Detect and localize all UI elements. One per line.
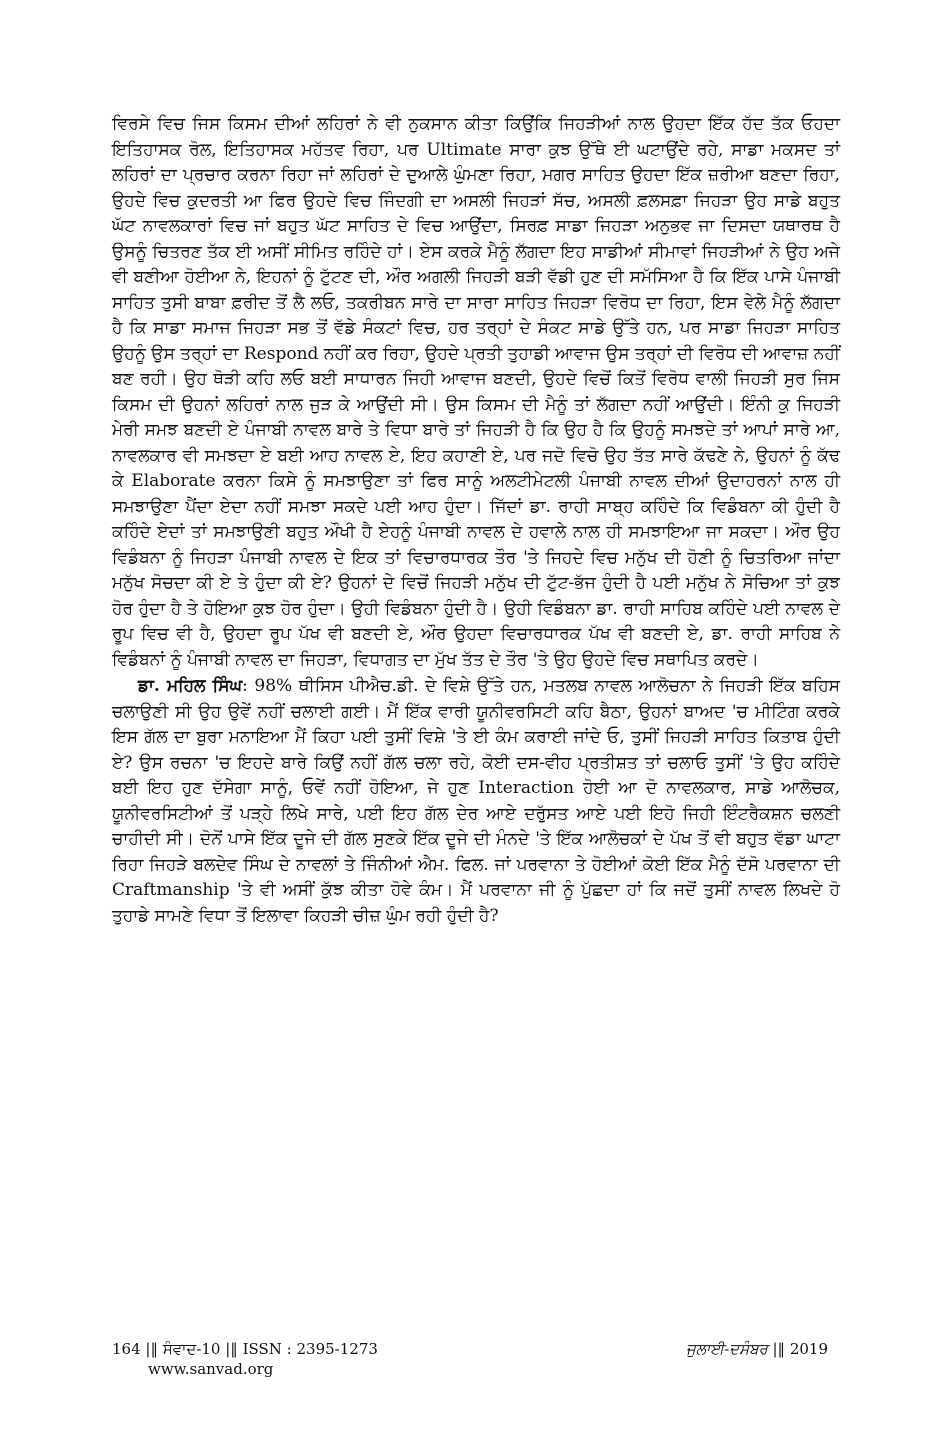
footer-period: ਜੁਲਾਈ-ਦਸੰਬਰ: [685, 1340, 768, 1358]
footer-year: |‖ 2019: [767, 1340, 828, 1358]
paragraph-2-text: : 98% ਥੀਸਿਸ ਪੀਐਚ.ਡੀ. ਦੇ ਵਿਸ਼ੇ ਉੱਤੇ ਹਨ, ਮਤਲਬ ਨਾਵਲ ਆਲੋਚਨਾ ਨੇ ਜਿਹੜੀ ਇੱਕ ਬਹਿਸ ਚਲਾਉਣੀ ਸੀ ਉਹ ਉਵੇਂ ਨਹੀਂ ਚਲਾਈ ਗਈ। ਮੈਂ ਇੱਕ ਵਾਰੀ ਯੂਨੀਵਰਸਿਟੀ ਕਹਿ ਬੈਠਾ, ਉਹਨਾਂ ਬਾਅਦ 'ਚ ਮੀਟਿੰਗ ਕਰਕੇ ਇਸ ਗੱਲ ਦਾ ਬੁਰਾ ਮਨਾਇਆ ਮੈਂ ਕਿਹਾ ਪਈ ਤੁਸੀਂ ਵਿਸ਼ੇ 'ਤੇ ਈ ਕੰਮ ਕਰਾਈ ਜਾਂਦੇ ਓ, ਤੁਸੀਂ ਜਿਹੜੀ ਸਾਹਿਤ ਕਿਤਾਬ ਹੁੰਦੀ ਏ? ਉਸ ਰਚਨਾ 'ਚ ਇਹਦੇ ਬਾਰੇ ਕਿਉਂ ਨਹੀਂ ਗੱਲ ਚਲਾ ਰਹੇ, ਕੋਈ ਦਸ-ਵੀਹ ਪ੍ਰਤੀਸ਼ਤ ਤਾਂ ਚਲਾਓ ਤੁਸੀਂ 'ਤੇ ਉਹ ਕਹਿੰਦੇ ਬਈ ਇਹ ਹੁਣ ਦੱਸੇਗਾ ਸਾਨੂੰ, ਓਵੇਂ ਨਹੀਂ ਹੋਇਆ, ਜੇ ਹੁਣ Interaction ਹੋਈ ਆ ਦੋ ਨਾਵਲਕਾਰ, ਸਾਡੇ ਆਲੋਚਕ, ਯੂਨੀਵਰਸਿਟੀਆਂ ਤੋਂ ਪੜ੍ਹੇ ਲਿਖੇ ਸਾਰੇ, ਪਈ ਇਹ ਗੱਲ ਦੇਰ ਆਏ ਦਰੁੱਸਤ ਆਏ ਪਈ ਇਹੋ ਜਿਹੀ ਇੰਟਰੈਕਸ਼ਨ ਚਲਣੀ ਚਾਹੀਦੀ ਸੀ। ਦੋਨੋਂ ਪਾਸੇ ਇੱਕ ਦੂਜੇ ਦੀ ਗੱਲ ਸੁਣਕੇ ਇੱਕ ਦੂਜੇ ਦੀ ਮੰਨਦੇ 'ਤੇ ਇੱਕ ਆਲੋਚਕਾਂ ਦੇ ਪੱਖ ਤੋਂ ਵੀ ਬਹੁਤ ਵੱਡਾ ਘਾਟਾ ਰਿਹਾ ਜਿਹੜੇ ਬਲਦੇਵ ਸਿੰਘ ਦੇ ਨਾਵਲਾਂ ਤੇ ਜਿੰਨੀਆਂ ਐਮ. ਫਿਲ. ਜਾਂ ਪਰਵਾਨਾ ਤੇ ਹੋਈਆਂ ਕੋਈ ਇੱਕ ਮੈਨੂੰ ਦੱਸੋ ਪਰਵਾਨਾ ਦੀ Craftmanship 'ਤੇ ਵੀ ਅਸੀਂ ਕੁੱਝ ਕੀਤਾ ਹੋਵੇ ਕੰਮ। ਮੈਂ ਪਰਵਾਨਾ ਜੀ ਨੂੰ ਪੁੱਛਦਾ ਹਾਂ ਕਿ ਜਦੋਂ ਤੁਸੀਂ ਨਾਵਲ ਲਿਖਦੇ ਹੋ ਤੁਹਾਡੇ ਸਾਮਣੇ ਵਿਧਾ ਤੋਂ ਇਲਾਵਾ ਕਿਹੜੀ ਚੀਜ਼ ਘੁੰਮ ਰਹੀ ਹੁੰਦੀ ਹੈ?: [112, 676, 841, 926]
footer-left: 164 |‖ ਸੰਵਾਦ-10 |‖ ISSN : 2395-1273: [112, 1340, 378, 1358]
paragraph-1: ਵਿਰਸੇ ਵਿਚ ਜਿਸ ਕਿਸਮ ਦੀਆਂ ਲਹਿਰਾਂ ਨੇ ਵੀ ਨੁਕਸਾਨ ਕੀਤਾ ਕਿਉਂਕਿ ਜਿਹੜੀਆਂ ਨਾਲ ਉਹਦਾ ਇੱਕ ਹੱਦ ਤੱਕ ਓਹਦਾ ਇਤਿਹਾਸਕ ਰੋਲ, ਇਤਿਹਾਸਕ ਮਹੱਤਵ ਰਿਹਾ, ਪਰ Ultimate ਸਾਰਾ ਕੁਝ ਉੱਥੇ ਈ ਘਟਾਉਂਦੇ ਰਹੇ, ਸਾਡਾ ਮਕਸਦ ਤਾਂ ਲਹਿਰਾਂ ਦਾ ਪ੍ਰਚਾਰ ਕਰਨਾ ਰਿਹਾ ਜਾਂ ਲਹਿਰਾਂ ਦੇ ਦੁਆਲੇ ਘੁੰਮਣਾ ਰਿਹਾ, ਮਗਰ ਸਾਹਿਤ ਉਹਦਾ ਇੱਕ ਜ਼ਰੀਆ ਬਣਦਾ ਰਿਹਾ, ਉਹਦੇ ਵਿਚ ਕੁਦਰਤੀ ਆ ਫਿਰ ਉਹਦੇ ਵਿਚ ਜਿੰਦਗੀ ਦਾ ਅਸਲੀ ਜਿਹੜਾਂ ਸੱਚ, ਅਸਲੀ ਫ਼ਲਸਫ਼ਾ ਜਿਹੜਾ ਉਹ ਸਾਡੇ ਬਹੁਤ ਘੱਟ ਨਾਵਲਕਾਰਾਂ ਵਿਚ ਜਾਂ ਬਹੁਤ ਘੱਟ ਸਾਹਿਤ ਦੇ ਵਿਚ ਆਉਂਦਾ, ਸਿਰਫ਼ ਸਾਡਾ ਜਿਹੜਾ ਅਨੁਭਵ ਜਾ ਦਿਸਦਾ ਯਥਾਰਥ ਹੈ ਉਸਨੂੰ ਚਿਤਰਣ ਤੱਕ ਈ ਅਸੀਂ ਸੀਮਿਤ ਰਹਿੰਦੇ ਹਾਂ। ਏਸ ਕਰਕੇ ਮੈਨੂੰ ਲੱਗਦਾ ਇਹ ਸਾਡੀਆਂ ਸੀਮਾਵਾਂ ਜਿਹੜੀਆਂ ਨੇ ਉਹ ਅਜੇ ਵੀ ਬਣੀਆ ਹੋਈਆ ਨੇ, ਇਹਨਾਂ ਨੂੰ ਟੁੱਟਣ ਦੀ, ਔਰ ਅਗਲੀ ਜਿਹੜੀ ਬੜੀ ਵੱਡੀ ਹੁਣ ਦੀ ਸਮੱਸਿਆ ਹੈ ਕਿ ਇੱਕ ਪਾਸੇ ਪੰਜਾਬੀ ਸਾਹਿਤ ਤੁਸੀ ਬਾਬਾ ਫ਼ਰੀਦ ਤੋਂ ਲੈ ਲਓ, ਤਕਰੀਬਨ ਸਾਰੇ ਦਾ ਸਾਰਾ ਸਾਹਿਤ ਜਿਹੜਾ ਵਿਰੋਧ ਦਾ ਰਿਹਾ, ਇਸ ਵੇਲੇ ਮੈਨੂੰ ਲੱਗਦਾ ਹੈ ਕਿ ਸਾਡਾ ਸਮਾਜ ਜਿਹੜਾ ਸਭ ਤੋਂ ਵੱਡੇ ਸੰਕਟਾਂ ਵਿਚ, ਹਰ ਤਰ੍ਹਾਂ ਦੇ ਸੰਕਟ ਸਾਡੇ ਉੱਤੇ ਹਨ, ਪਰ ਸਾਡਾ ਜਿਹੜਾ ਸਾਹਿਤ ਉਹਨੂੰ ਉਸ ਤਰ੍ਹਾਂ ਦਾ Respond ਨਹੀਂ ਕਰ ਰਿਹਾ, ਉਹਦੇ ਪ੍ਰਤੀ ਤੁਹਾਡੀ ਆਵਾਜ ਉਸ ਤਰ੍ਹਾਂ ਦੀ ਵਿਰੋਧ ਦੀ ਆਵਾਜ਼ ਨਹੀਂ ਬਣ ਰਹੀ। ਉਹ ਥੋੜੀ ਕਹਿ ਲਓ ਬਈ ਸਾਧਾਰਨ ਜਿਹੀ ਆਵਾਜ ਬਣਦੀ, ਉਹਦੇ ਵਿਚੋਂ ਕਿਤੋਂ ਵਿਰੋਧ ਵਾਲੀ ਜਿਹੜੀ ਸੁਰ ਜਿਸ ਕਿਸਮ ਦੀ ਉਹਨਾਂ ਲਹਿਰਾਂ ਨਾਲ ਜੁੜ ਕੇ ਆਉਂਦੀ ਸੀ। ਉਸ ਕਿਸਮ ਦੀ ਮੈਨੂੰ ਤਾਂ ਲੱਗਦਾ ਨਹੀਂ ਆਉਂਦੀ। ਇੰਨੀ ਕੁ ਜਿਹੜੀ ਮੇਰੀ ਸਮਝ ਬਣਦੀ ਏ ਪੰਜਾਬੀ ਨਾਵਲ ਬਾਰੇ ਤੇ ਵਿਧਾ ਬਾਰੇ ਤਾਂ ਜਿਹੜੀ ਹੈ ਕਿ ਉਹ ਹੈ ਕਿ ਉਹਨੂੰ ਸਮਝਦੇ ਤਾਂ ਆਪਾਂ ਸਾਰੇ ਆ, ਨਾਵਲਕਾਰ ਵੀ ਸਮਝਦਾ ਏ ਬਈ ਆਹ ਨਾਵਲ ਏ, ਇਹ ਕਹਾਣੀ ਏ, ਪਰ ਜਦੋ ਵਿਚੋ ਉਹ ਤੱਤ ਸਾਰੇ ਕੱਢਣੇ ਨੇ, ਉਹਨਾਂ ਨੂੰ ਕੱਢ ਕੇ Elaborate ਕਰਨਾ ਕਿਸੇ ਨੂੰ ਸਮਝਾਉਣਾ ਤਾਂ ਫਿਰ ਸਾਨੂੰ ਅਲਟੀਮੇਟਲੀ ਪੰਜਾਬੀ ਨਾਵਲ ਦੀਆਂ ਉਦਾਹਰਨਾਂ ਨਾਲ ਹੀ ਸਮਝਾਉਣਾ ਪੈਂਦਾ ਏਦਾ ਨਹੀਂ ਸਮਝਾ ਸਕਦੇ ਪਈ ਆਹ ਹੁੰਦਾ। ਜਿੱਦਾਂ ਡਾ. ਰਾਹੀ ਸਾਬ੍ਹ ਕਹਿੰਦੇ ਕਿ ਵਿਡੰਬਨਾ ਕੀ ਹੁੰਦੀ ਹੈ ਕਹਿੰਦੇ ਏਦਾਂ ਤਾਂ ਸਮਝਾਉਣੀ ਬਹੁਤ ਔਖੀ ਹੈ ਏਹਨੂੰ ਪੰਜਾਬੀ ਨਾਵਲ ਦੇ ਹਵਾਲੇ ਨਾਲ ਹੀ ਸਮਝਾਇਆ ਜਾ ਸਕਦਾ। ਔਰ ਉਹ ਵਿਡੰਬਨਾ ਨੂੰ ਜਿਹੜਾ ਪੰਜਾਬੀ ਨਾਵਲ ਦੇ ਇਕ ਤਾਂ ਵਿਚਾਰਧਾਰਕ ਤੌਰ 'ਤੇ ਜਿਹਦੇ ਵਿਚ ਮਨੁੱਖ ਦੀ ਹੋਣੀ ਨੂੰ ਚਿਤਰਿਆ ਜਾਂਦਾ ਮਨੁੱਖ ਸੋਚਦਾ ਕੀ ਏ ਤੇ ਹੁੰਦਾ ਕੀ ਏ? ਉਹਨਾਂ ਦੇ ਵਿਚੋਂ ਜਿਹੜੀ ਮਨੁੱਖ ਦੀ ਟੁੱਟ-ਭੱਜ ਹੁੰਦੀ ਹੈ ਪਈ ਮਨੁੱਖ ਨੇ ਸੋਚਿਆ ਤਾਂ ਕੁਝ ਹੋਰ ਹੁੰਦਾ ਹੈ ਤੇ ਹੋਇਆ ਕੁਝ ਹੋਰ ਹੁੰਦਾ। ਉਹੀ ਵਿਡੰਬਨਾ ਹੁੰਦੀ ਹੈ। ਉਹੀ ਵਿਡੰਬਨਾ ਡਾ. ਰਾਹੀ ਸਾਹਿਬ ਕਹਿੰਦੇ ਪਈ ਨਾਵਲ ਦੇ ਰੂਪ ਵਿਚ ਵੀ ਹੈ, ਉਹਦਾ ਰੂਪ ਪੱਖ ਵੀ ਬਣਦੀ ਏ, ਔਰ ਉਹਦਾ ਵਿਚਾਰਧਾਰਕ ਪੱਖ ਵੀ ਬਣਦੀ ਏ, ਡਾ. ਰਾਹੀ ਸਾਹਿਬ ਨੇ ਵਿਡੰਬਨਾਂ ਨੂੰ ਪੰਜਾਬੀ ਨਾਵਲ ਦਾ ਜਿਹੜਾ, ਵਿਧਾਗਤ ਦਾ ਮੁੱਖ ਤੱਤ ਦੇ ਤੌਰ 'ਤੇ ਉਹ ਉਹਦੇ ਵਿਚ ਸਥਾਪਿਤ ਕਰਦੇ।: [112, 114, 840, 670]
paragraph-2: [112, 674, 840, 929]
footer-right: [686, 1340, 828, 1359]
speaker-name: ਡਾ. ਮਹਿਲ ਸਿੰਘ: [138, 676, 243, 696]
page-body: [112, 112, 840, 929]
footer-website: www.sanvad.org: [148, 1360, 274, 1378]
